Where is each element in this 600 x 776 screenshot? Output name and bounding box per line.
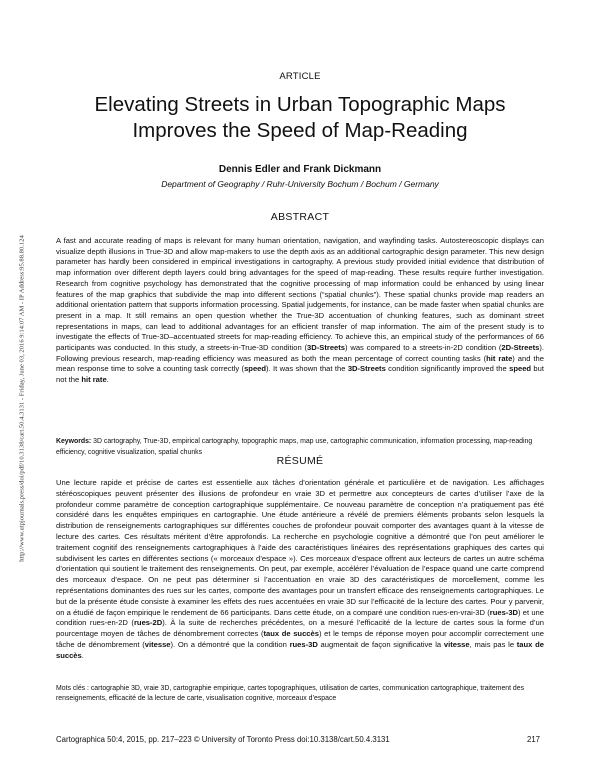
resume-emphasis: taux de succès: [56, 639, 544, 660]
resume-text: .: [81, 650, 84, 660]
abstract-emphasis: hit rate: [486, 353, 513, 363]
keywords-list: 3D cartography, True-3D, empirical cartography, topographic maps, map use, cartographic communication, information processing, map-reading efficiency, cognitive visualization, spatial chunks: [56, 438, 533, 456]
resume-text: ). À la suite de recherches précédentes, on a mesuré l’efficacité de la lecture de cartes sous la forme d’un pourcentage moyen de tâches de dénombrement correctes (: [56, 618, 544, 639]
article-type-label: ARTICLE: [279, 71, 321, 82]
mots-cles: [56, 684, 544, 705]
download-watermark: http://www.utpjournals.press/doi/pdf/10.3138/cart.50.4.3131 - Friday, June 03, 2016 9:14:07 AM - IP Address:95.88.80.124: [18, 235, 26, 562]
resume-emphasis: rues-3D: [289, 639, 318, 649]
abstract-text: condition significantly improved the: [385, 364, 510, 374]
abstract-emphasis: 2D-Streets: [501, 343, 540, 353]
abstract-text: .: [106, 375, 109, 385]
abstract-emphasis: hit rate: [81, 375, 107, 385]
resume-emphasis: rues-3D: [489, 607, 519, 617]
abstract-text: A fast and accurate reading of maps is relevant for many human orientation, navigation, and wayfinding tasks. Autostereoscopic displays can visualize depth illusions in True-3D and allow map-makers to use the depth axis as an additional cartographic design parameter. This new design parameter has hardly been considered in empirical investigations in cartography. A previous study provided initial evidence that distribution of map information over different depth layers could bring advantages for the speed of map-reading. These results require further investigation. Research from cognitive psychology has demonstrated that the cognitive processing of map information could be enhanced by using linear features of the map graphics that subdivide the map into different sections (“spatial chunks”). These spatial chunks provide map readers an additional orientation pattern that supports information processing. Spatial judgements, for instance, can be made faster when spatial chunks are present in a map. It still remains an open question whether the True-3D accentuation of chunking features, such as dominant street representations in maps, can lead to additional advantages for an efficient transfer of map information. The aim of the present study is to investigate the effects of True-3D–accentuated streets for map-reading efficiency. To achieve this, an empirical study of the performances of 66 participants was conducted. In this study, a streets-in-True-3D condition (: [56, 236, 544, 353]
resume-text: ). On a démontré que la condition: [170, 639, 290, 649]
resume-emphasis: vitesse: [443, 639, 470, 649]
abstract-text: ) and the mean response time to solve a counting task correctly (: [56, 353, 544, 374]
abstract-body: [56, 236, 544, 386]
resume-emphasis: vitesse: [144, 639, 171, 649]
abstract-emphasis: 3D-Streets: [347, 364, 386, 374]
mots-cles-list: cartographie 3D, vraie 3D, cartographie empirique, cartes topographiques, utilisation de cartes, communication cartographique, traitement des renseignements, efficacité de la lecture de carte, visualisation cognitive, morceaux d’espace: [56, 685, 525, 703]
abstract-emphasis: speed: [244, 364, 267, 374]
abstract-text: ). It was shown that the: [266, 364, 348, 374]
resume-body: [56, 478, 544, 662]
abstract-emphasis: speed: [509, 364, 532, 374]
resume-text: ) et le temps de réponse moyen pour accomplir correctement une tâche de dénombrement (: [56, 629, 545, 649]
abstract-text: but not the: [56, 364, 544, 385]
page-footer: [56, 735, 544, 744]
article-title: Elevating Streets in Urban Topographic Maps Improves the Speed of Map-Reading: [94, 93, 506, 142]
abstract-heading: ABSTRACT: [270, 211, 330, 223]
citation-line: Cartographica 50:4, 2015, pp. 217–223 © University of Toronto Press doi:10.3138/cart.50.4.3131: [56, 735, 390, 744]
abstract-text: ) was compared to a streets-in-2D condition (: [345, 343, 502, 353]
abstract-emphasis: 3D-Streets: [307, 343, 346, 353]
author-names: Dennis Edler and Frank Dickmann: [218, 164, 382, 175]
abstract-text: ). Following previous research, map-reading efficiency was measured as both the mean percentage of correct counting tasks (: [56, 343, 544, 363]
resume-heading: RÉSUMÉ: [276, 455, 324, 467]
page-number: 217: [526, 735, 540, 744]
author-affiliation: Department of Geography / Ruhr-University Bochum / Bochum / Germany: [161, 179, 439, 189]
keywords-label: Keywords:: [56, 438, 92, 445]
resume-text: ) et une condition rues-en-2D (: [56, 607, 544, 628]
resume-text: augmentait de façon significative la: [317, 639, 444, 649]
resume-emphasis: rues-2D: [133, 618, 163, 628]
resume-text: Une lecture rapide et précise de cartes est essentielle aux tâches d’orientation générale et particulière et de navigation. Les affichages stéréoscopiques peuvent présenter des illusions de profondeur en vraie 3D et permettre aux concepteurs de cartes d’utiliser l’axe de la profondeur comme paramètre de conception cartographique supplémentaire. Ce nouveau paramètre de conception n’a pratiquement pas été considéré dans les enquêtes empiriques en cartographie. Une étude antérieure a révélé de premiers éléments probants selon lesquels la distribution de renseignements cartographiques sur différentes couches de profondeur pouvait comporter des avantages quant à la vitesse de lecture des cartes. Ces résultats méritent d’être approfondis. La recherche en psychologie cognitive a démontré que l’on peut améliorer le traitement cognitif des renseignements cartographiques à l’aide des caractéristiques linéaires des représentations graphiques des cartes qui subdivisent les cartes en différentes sections (« morceaux d’espace »). Ces morceaux d’espace offrent aux lecteurs de cartes un autre schéma d’orientation qui soutient le traitement des renseignements. On peut, par exemple, accélérer l’évaluation de l’espace quand une carte comprend des morceaux d’espace. On ne peut pas déterminer si l’accentuation en vraie 3D des caractéristiques de morcellement, comme les représentations dominantes des rues sur les cartes, comporte des avantages pour un transfert efficace des renseignements cartographiques. Le but de la présente étude consiste à examiner les effets des rues accentuées en vraie 3D sur l’efficacité de la lecture des cartes. Pour y parvenir, on a étudié de façon empirique le rendement de 66 participants. Dans cette étude, on a comparé une condition rues-en-vrai-3D (: [56, 478, 544, 617]
mots-cles-label: Mots clés :: [56, 685, 89, 692]
resume-text: , mais pas le: [469, 639, 517, 649]
resume-emphasis: taux de succès: [263, 629, 319, 639]
